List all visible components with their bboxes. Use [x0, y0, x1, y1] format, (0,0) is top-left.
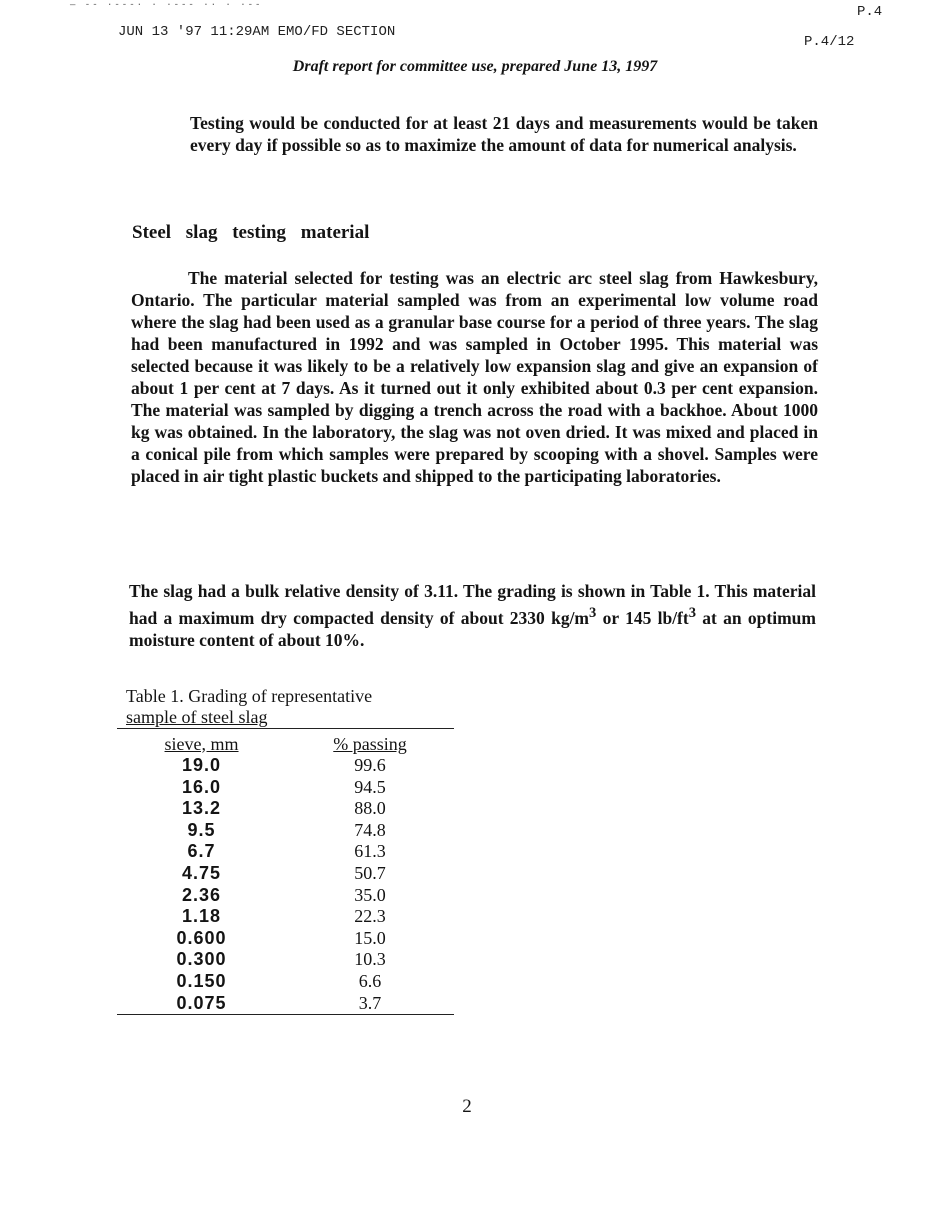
table-row	[117, 755, 454, 777]
table-caption	[126, 686, 461, 728]
passing-cell: 61.3	[354, 841, 386, 862]
passing-cell: 15.0	[354, 927, 386, 948]
density-sup-1: 3	[589, 605, 597, 621]
fax-header: JUN 13 '97 11:29AM EMO/FD SECTION	[118, 24, 396, 40]
density-sup-2: 3	[688, 605, 697, 621]
sieve-cell: 1.18	[182, 906, 222, 927]
sieve-cell: 2.36	[182, 884, 222, 905]
column-header-sieve: sieve, mm	[117, 729, 286, 756]
section-heading: Steel slag testing material	[132, 222, 370, 243]
sieve-cell: 0.600	[176, 927, 227, 948]
table-row	[117, 841, 454, 863]
sieve-cell: 13.2	[182, 798, 222, 819]
fax-top-strip: — -- ·---· · ·--- ·· · ·--	[70, 0, 263, 10]
density-text-c: at an optimum moisture content of about 10%.	[129, 607, 816, 650]
passing-cell: 3.7	[286, 993, 454, 1015]
sieve-cell: 0.075	[117, 993, 286, 1015]
draft-notice: Draft report for committee use, prepared June 13, 1997	[292, 58, 658, 75]
column-header-passing: % passing	[286, 729, 454, 756]
grading-table	[117, 728, 454, 1015]
sieve-cell: 6.7	[187, 841, 216, 862]
caption-line-1: Table 1. Grading of representative	[126, 686, 373, 706]
density-text-a: The slag had a bulk relative density of 3.11. The grading is shown in Table 1. This material had a maximum dry compacted density of about 2330 kg/m	[129, 581, 816, 628]
paragraph-material: The material selected for testing was an electric arc steel slag from Hawkesbury, Ontario. The particular material sampled was from an experimental low volume road where the slag had been used as a granular base course for a period of three years. The slag had been manufactured in 1992 and was sampled in October 1995. This material was selected because it was likely to be a relatively low expansion slag and give an expansion of about 1 per cent at 7 days. As it turned out it only exhibited about 0.3 per cent expansion. The material was sampled by digging a trench across the road with a backhoe. About 1000 kg was obtained. In the laboratory, the slag was not oven dried. It was mixed and placed in a conical pile from which samples were prepared by scooping with a shovel. Samples were placed in air tight plastic buckets and shipped to the participating laboratories.	[131, 268, 818, 486]
paragraph-density	[129, 580, 816, 651]
table-row	[117, 993, 454, 1015]
passing-cell: 88.0	[354, 798, 386, 819]
passing-cell: 35.0	[354, 884, 386, 905]
table-row	[117, 820, 454, 842]
table-row	[117, 906, 454, 928]
table-row	[117, 777, 454, 799]
paragraph-testing: Testing would be conducted for at least 21 days and measurements would be taken every day if possible so as to maximize the amount of data for numerical analysis.	[190, 113, 818, 155]
passing-cell: 6.6	[358, 970, 382, 991]
sieve-cell: 19.0	[182, 755, 222, 775]
table-row	[117, 949, 454, 971]
table-row	[117, 928, 454, 950]
table-header-row	[117, 729, 454, 756]
density-text-b: or 145 lb/ft	[596, 607, 689, 628]
sieve-cell: 0.150	[176, 970, 227, 991]
fax-page-marker: P.4	[857, 4, 883, 20]
table-row	[117, 971, 454, 993]
table-row	[117, 885, 454, 907]
sieve-cell: 16.0	[182, 776, 222, 797]
caption-line-2: sample of steel slag	[126, 707, 268, 727]
passing-cell: 74.8	[354, 819, 386, 840]
passing-cell: 22.3	[354, 906, 386, 927]
passing-cell: 10.3	[354, 949, 386, 970]
passing-cell: 99.6	[354, 755, 386, 775]
table-row	[117, 863, 454, 885]
passing-cell: 50.7	[354, 862, 386, 883]
sieve-cell: 4.75	[182, 862, 222, 883]
table-row	[117, 798, 454, 820]
page-number: 2	[462, 1096, 472, 1117]
fax-page-count: P.4/12	[804, 34, 855, 50]
passing-cell: 94.5	[354, 776, 386, 797]
sieve-cell: 0.300	[176, 949, 227, 970]
sieve-cell: 9.5	[187, 819, 216, 840]
